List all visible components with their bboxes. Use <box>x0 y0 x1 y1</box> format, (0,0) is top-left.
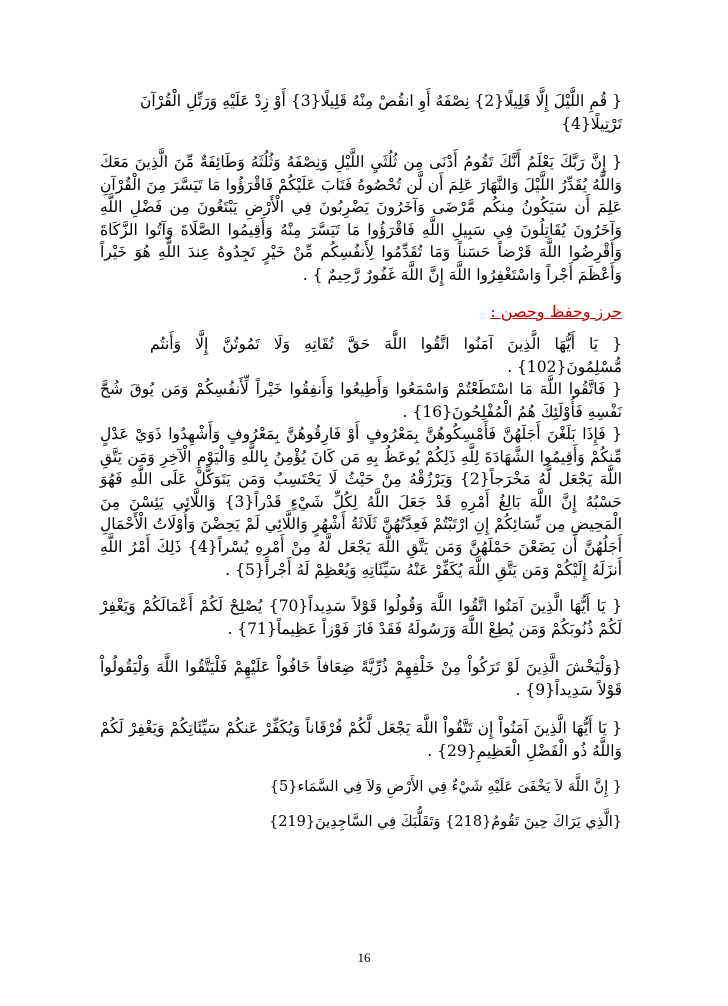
verse-paragraph: { يَا أَيُّهَا الَّذِينَ آمَنُواْ إِن تَتَّقُواْ اللَّهَ يَجْعَل لَّكُمْ فُرْقَاناً وَيُكَفِّرْ عَنكُمْ سَيِّئَاتِكُمْ وَيَغْفِرْ لَكُمْ وَاللَّهُ ذُو الْفَضْلِ الْعَظِيمِ{29} . <box>100 719 622 760</box>
verse-paragraph: { يَا أَيُّهَا الَّذِينَ آمَنُوا اتَّقُوا اللَّهَ وَقُولُوا قَوْلاً سَدِيداً{70} يُصْلِحْ لَكُمْ أَعْمَالَكُمْ وَيَغْفِرْ لَكُمْ ذُنُوبَكُمْ وَمَن يُطِعْ اللَّهَ وَرَسُولَهُ فَقَدْ فَازَ فَوْزاً عَظِيماً{71} . <box>100 597 622 638</box>
verse-paragraph: { إِنَّ رَبَّكَ يَعْلَمُ أَنَّكَ تَقُومُ أَدْنَى مِن ثُلُثَيِ اللَّيْلِ وَنِصْفَهُ وَثُلُثَهُ وَطَائِفَةٌ مِّنَ الَّذِينَ مَعَكَ وَاللَّهُ يُقَدِّرُ اللَّيْلَ وَالنَّهَارَ عَلِمَ أَن لَّن تُحْصُوهُ فَتَابَ عَلَيْكُمْ فَاقْرَؤُوا مَا تَيَسَّرَ مِنَ الْقُرْآنِ عَلِمَ أَن سَيَكُونُ مِنكُم مَّرْضَى وَآخَرُونَ يَضْرِبُونَ فِي الْأَرْضِ يَبْتَغُونَ مِن فَضْلِ اللَّهِ وَآخَرُونَ يُقَاتِلُونَ فِي سَبِيلِ اللَّهِ فَاقْرَؤُوا مَا تَيَسَّرَ مِنْهُ وَأَقِيمُوا الصَّلَاةَ وَآتُوا الزَّكَاةَ وَأَقْرِضُوا اللَّهَ قَرْضاً حَسَناً وَمَا تُقَدِّمُوا لِأَنفُسِكُم مِّنْ خَيْرٍ تَجِدُوهُ عِندَ اللَّهِ هُوَ خَيْراً وَأَعْظَمَ أَجْراً وَاسْتَغْفِرُوا اللَّهَ إِنَّ اللَّهَ غَفُورٌ رَّحِيمٌ } . <box>100 153 622 284</box>
verse-paragraph: { فَاتَّقُوا اللَّهَ مَا اسْتَطَعْتُمْ وَاسْمَعُوا وَأَطِيعُوا وَأَنفِقُوا خَيْراً لِّأَنفُسِكُمْ وَمَن يُوقَ شُحَّ نَفْسِهِ فَأُوْلَئِكَ هُمُ الْمُفْلِحُونَ{16} . <box>100 380 622 421</box>
verse-paragraph: { فَإِذَا بَلَغْنَ أَجَلَهُنَّ فَأَمْسِكُوهُنَّ بِمَعْرُوفٍ أَوْ فَارِقُوهُنَّ بِمَعْرُوفٍ وَأَشْهِدُوا ذَوَيْ عَدْلٍ مِّنكُمْ وَأَقِيمُوا الشَّهَادَةَ لِلَّهِ ذَلِكُمْ يُوعَظُ بِهِ مَن كَانَ يُؤْمِنُ بِاللَّهِ وَالْيَوْمِ الْآخِرِ وَمَن يَتَّقِ اللَّهَ يَجْعَل لَّهُ مَخْرَجاً{2} وَيَرْزُقْهُ مِنْ حَيْثُ لَا يَحْتَسِبُ وَمَن يَتَوَكَّلْ عَلَى اللَّهِ فَهُوَ حَسْبُهُ إِنَّ اللَّهَ بَالِغُ أَمْرِهِ قَدْ جَعَلَ اللَّهُ لِكُلِّ شَيْءٍ قَدْراً{3} وَاللَّائِي يَئِسْنَ مِنَ الْمَحِيضِ مِن نِّسَائِكُمْ إِنِ ارْتَبْتُمْ فَعِدَّتُهُنَّ ثَلَاثَةُ أَشْهُرٍ وَاللَّائِي لَمْ يَحِضْنَ وَأُوْلَاتُ الْأَحْمَالِ أَجَلُهُنَّ أَن يَضَعْنَ حَمْلَهُنَّ وَمَن يَتَّقِ اللَّهَ يَجْعَل لَّهُ مِنْ أَمْرِهِ يُسْراً{4} ذَلِكَ أَمْرُ اللَّهِ أَنزَلَهُ إِلَيْكُمْ وَمَن يَتَّقِ اللَّهَ يُكَفِّرْ عَنْهُ سَيِّئَاتِهِ وَيُعْظِمْ لَهُ أَجْراً{5} . <box>100 425 622 579</box>
verse-paragraph: {وَلْيَخْشَ الَّذِينَ لَوْ تَرَكُواْ مِنْ خَلْفِهِمْ ذُرِّيَّةً ضِعَافاً خَافُواْ عَلَيْهِمْ فَلْيَتَّقُوا اللَّهَ وَلْيَقُولُواْ قَوْلاً سَدِيداً{9} . <box>100 658 622 699</box>
verse-paragraph: { يَا أَيُّهَا الَّذِينَ آمَنُوا اتَّقُوا اللَّهَ حَقَّ تُقَاتِهِ وَلَا تَمُوتُنَّ إِلَّا وَأَنتُم مُّسْلِمُونَ{102} . <box>150 335 622 376</box>
verse-paragraph: { إِنَّ اللَّهَ لاَ يَخْفَىَ عَلَيْهِ شَيْءٌ فِي الأَرْضِ وَلاَ فِي السَّمَاء{5} <box>269 779 622 795</box>
section-heading: حرز وحفظ وحصن : <box>490 302 622 321</box>
verse-paragraph: {الَّذِي يَرَاكَ حِينَ تَقُومُ{218} وَتَقَلُّبَكَ فِي السَّاجِدِينَ{219} <box>268 814 622 830</box>
verse-paragraph: { قُمِ اللَّيْلَ إِلَّا قَلِيلًا{2} نِصْفَهُ أَوِ انقُصْ مِنْهُ قَلِيلًا{3} أَوْ زِدْ عَلَيْهِ وَرَتِّلِ الْقُرْآنَ تَرْتِيلًا{4} <box>140 92 622 133</box>
page-number: 16 <box>357 950 371 965</box>
